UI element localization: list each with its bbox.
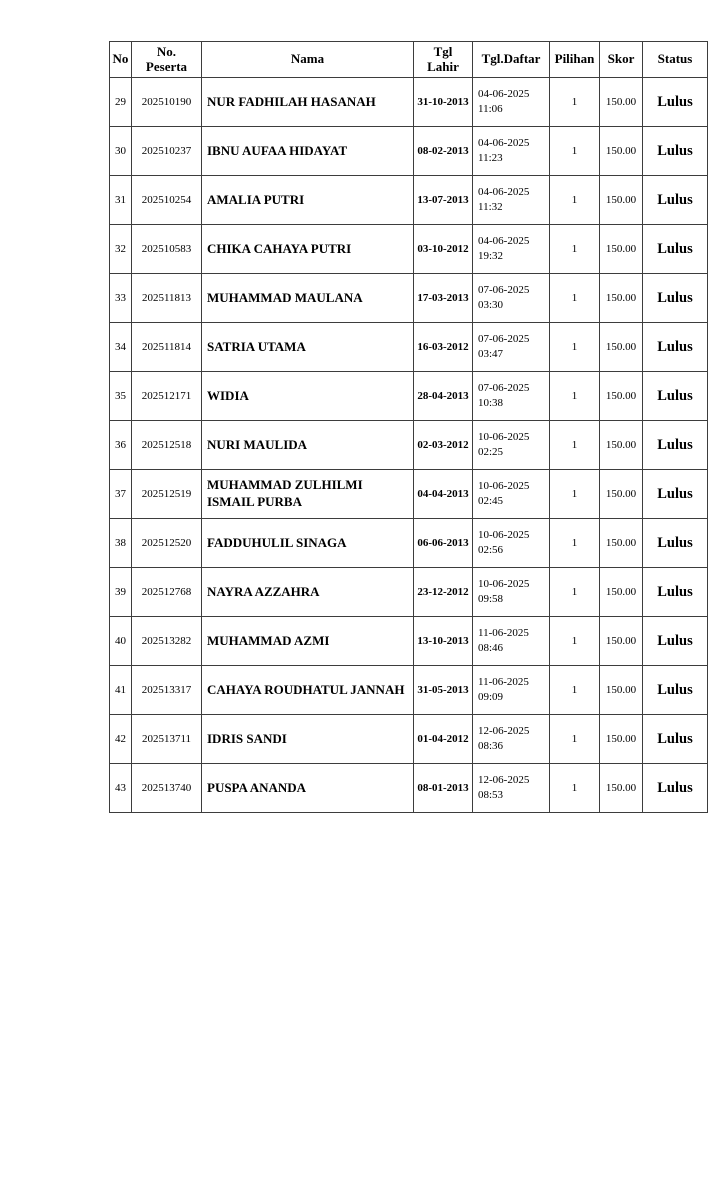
table-row (110, 176, 708, 225)
cell-pilihan: 1 (550, 176, 600, 225)
cell-skor: 150.00 (600, 568, 643, 617)
header-tgl-daftar: Tgl.Daftar (473, 42, 550, 78)
cell-tgl-lahir: 03-10-2012 (414, 225, 473, 274)
cell-pilihan: 1 (550, 715, 600, 764)
cell-tgl-daftar (473, 78, 550, 127)
cell-skor: 150.00 (600, 470, 643, 519)
cell-status: Lulus (643, 323, 708, 372)
cell-tgl-daftar (473, 470, 550, 519)
cell-nama: MUHAMMAD MAULANA (202, 274, 414, 323)
registration-date: 10-06-2025 (478, 480, 530, 493)
cell-no-peserta: 202512520 (132, 519, 202, 568)
cell-no-peserta: 202513282 (132, 617, 202, 666)
cell-nama: CHIKA CAHAYA PUTRI (202, 225, 414, 274)
cell-tgl-lahir: 06-06-2013 (414, 519, 473, 568)
header-skor: Skor (600, 42, 643, 78)
registration-time: 08:46 (478, 642, 504, 654)
cell-no: 43 (110, 764, 132, 813)
registration-time: 02:56 (478, 544, 504, 556)
registration-date: 10-06-2025 (478, 529, 530, 542)
cell-nama: NURI MAULIDA (202, 421, 414, 470)
registration-time: 02:45 (478, 495, 504, 507)
cell-nama: IBNU AUFAA HIDAYAT (202, 127, 414, 176)
cell-pilihan: 1 (550, 127, 600, 176)
cell-status: Lulus (643, 666, 708, 715)
cell-no-peserta: 202511814 (132, 323, 202, 372)
header-pilihan: Pilihan (550, 42, 600, 78)
cell-no-peserta: 202511813 (132, 274, 202, 323)
cell-tgl-lahir: 13-10-2013 (414, 617, 473, 666)
cell-tgl-daftar (473, 372, 550, 421)
cell-status: Lulus (643, 617, 708, 666)
cell-tgl-daftar (473, 519, 550, 568)
cell-no: 33 (110, 274, 132, 323)
header-no-peserta (132, 42, 202, 78)
cell-nama: MUHAMMAD AZMI (202, 617, 414, 666)
cell-no-peserta: 202510190 (132, 78, 202, 127)
cell-tgl-lahir: 23-12-2012 (414, 568, 473, 617)
cell-no: 42 (110, 715, 132, 764)
registration-time: 08:36 (478, 740, 504, 752)
registration-time: 08:53 (478, 789, 504, 801)
cell-status: Lulus (643, 519, 708, 568)
cell-tgl-daftar (473, 666, 550, 715)
cell-nama: CAHAYA ROUDHATUL JANNAH (202, 666, 414, 715)
header-tgl-lahir-line2: Lahir (427, 58, 459, 74)
registration-date: 04-06-2025 (478, 88, 530, 101)
cell-status: Lulus (643, 78, 708, 127)
table-row (110, 372, 708, 421)
cell-pilihan: 1 (550, 372, 600, 421)
cell-tgl-daftar (473, 274, 550, 323)
cell-skor: 150.00 (600, 617, 643, 666)
registration-time: 03:47 (478, 348, 504, 360)
cell-nama: WIDIA (202, 372, 414, 421)
cell-status: Lulus (643, 274, 708, 323)
table-row (110, 323, 708, 372)
cell-skor: 150.00 (600, 225, 643, 274)
registration-date: 12-06-2025 (478, 725, 530, 738)
cell-no-peserta: 202513740 (132, 764, 202, 813)
header-no-peserta-line1: No. (156, 43, 177, 59)
cell-pilihan: 1 (550, 421, 600, 470)
cell-skor: 150.00 (600, 519, 643, 568)
cell-nama: NUR FADHILAH HASANAH (202, 78, 414, 127)
cell-tgl-daftar (473, 617, 550, 666)
cell-no: 29 (110, 78, 132, 127)
cell-tgl-lahir: 01-04-2012 (414, 715, 473, 764)
cell-nama: NAYRA AZZAHRA (202, 568, 414, 617)
header-tgl-lahir (414, 42, 473, 78)
registration-time: 02:25 (478, 446, 504, 458)
cell-tgl-lahir: 16-03-2012 (414, 323, 473, 372)
cell-tgl-lahir: 17-03-2013 (414, 274, 473, 323)
cell-no-peserta: 202510237 (132, 127, 202, 176)
header-no-peserta-line2: Peserta (145, 58, 188, 74)
cell-status: Lulus (643, 225, 708, 274)
cell-nama: AMALIA PUTRI (202, 176, 414, 225)
registration-time: 11:06 (478, 103, 503, 115)
cell-skor: 150.00 (600, 372, 643, 421)
registration-time: 19:32 (478, 250, 504, 262)
cell-no-peserta: 202510254 (132, 176, 202, 225)
cell-tgl-lahir: 08-02-2013 (414, 127, 473, 176)
table-row (110, 225, 708, 274)
cell-no-peserta: 202513317 (132, 666, 202, 715)
registration-date: 10-06-2025 (478, 431, 530, 444)
cell-nama: SATRIA UTAMA (202, 323, 414, 372)
registration-time: 09:09 (478, 691, 504, 703)
table-row (110, 470, 708, 519)
table-row (110, 568, 708, 617)
registration-date: 07-06-2025 (478, 333, 530, 346)
cell-no: 31 (110, 176, 132, 225)
cell-tgl-lahir: 08-01-2013 (414, 764, 473, 813)
registration-date: 04-06-2025 (478, 235, 530, 248)
cell-no-peserta: 202512518 (132, 421, 202, 470)
cell-status: Lulus (643, 764, 708, 813)
table-row (110, 666, 708, 715)
cell-tgl-daftar (473, 225, 550, 274)
results-table (109, 41, 708, 813)
cell-skor: 150.00 (600, 274, 643, 323)
cell-no: 40 (110, 617, 132, 666)
cell-nama: IDRIS SANDI (202, 715, 414, 764)
cell-status: Lulus (643, 470, 708, 519)
cell-pilihan: 1 (550, 78, 600, 127)
cell-status: Lulus (643, 715, 708, 764)
cell-no-peserta: 202512171 (132, 372, 202, 421)
cell-skor: 150.00 (600, 764, 643, 813)
cell-tgl-lahir: 04-04-2013 (414, 470, 473, 519)
cell-pilihan: 1 (550, 764, 600, 813)
cell-no-peserta: 202512768 (132, 568, 202, 617)
registration-date: 04-06-2025 (478, 186, 530, 199)
cell-skor: 150.00 (600, 715, 643, 764)
cell-no: 34 (110, 323, 132, 372)
cell-tgl-daftar (473, 323, 550, 372)
cell-pilihan: 1 (550, 666, 600, 715)
table-row (110, 274, 708, 323)
registration-time: 03:30 (478, 299, 504, 311)
table-row (110, 78, 708, 127)
registration-date: 10-06-2025 (478, 578, 530, 591)
header-status: Status (643, 42, 708, 78)
table-row (110, 764, 708, 813)
cell-no-peserta: 202512519 (132, 470, 202, 519)
cell-skor: 150.00 (600, 323, 643, 372)
table-header-row (110, 42, 708, 78)
cell-pilihan: 1 (550, 617, 600, 666)
cell-tgl-lahir: 02-03-2012 (414, 421, 473, 470)
cell-no: 36 (110, 421, 132, 470)
cell-skor: 150.00 (600, 666, 643, 715)
cell-tgl-daftar (473, 127, 550, 176)
cell-status: Lulus (643, 127, 708, 176)
cell-no: 39 (110, 568, 132, 617)
table-row (110, 421, 708, 470)
cell-pilihan: 1 (550, 568, 600, 617)
registration-date: 11-06-2025 (478, 676, 529, 689)
cell-tgl-daftar (473, 764, 550, 813)
cell-nama: MUHAMMAD ZULHILMI ISMAIL PURBA (202, 470, 414, 519)
cell-no-peserta: 202513711 (132, 715, 202, 764)
cell-tgl-lahir: 13-07-2013 (414, 176, 473, 225)
registration-time: 11:32 (478, 201, 503, 213)
table-row (110, 127, 708, 176)
cell-no-peserta: 202510583 (132, 225, 202, 274)
cell-pilihan: 1 (550, 323, 600, 372)
cell-tgl-daftar (473, 421, 550, 470)
cell-tgl-lahir: 31-10-2013 (414, 78, 473, 127)
registration-date: 04-06-2025 (478, 137, 530, 150)
cell-pilihan: 1 (550, 225, 600, 274)
cell-status: Lulus (643, 568, 708, 617)
cell-skor: 150.00 (600, 78, 643, 127)
cell-no: 37 (110, 470, 132, 519)
cell-tgl-lahir: 28-04-2013 (414, 372, 473, 421)
cell-no: 30 (110, 127, 132, 176)
cell-pilihan: 1 (550, 274, 600, 323)
table-row (110, 715, 708, 764)
registration-time: 10:38 (478, 397, 504, 409)
cell-status: Lulus (643, 372, 708, 421)
registration-date: 11-06-2025 (478, 627, 529, 640)
cell-no: 35 (110, 372, 132, 421)
cell-no: 32 (110, 225, 132, 274)
header-tgl-lahir-line1: Tgl (433, 43, 453, 59)
registration-time: 11:23 (478, 152, 503, 164)
cell-tgl-lahir: 31-05-2013 (414, 666, 473, 715)
cell-tgl-daftar (473, 176, 550, 225)
cell-skor: 150.00 (600, 176, 643, 225)
registration-date: 12-06-2025 (478, 774, 530, 787)
cell-no: 38 (110, 519, 132, 568)
cell-no: 41 (110, 666, 132, 715)
table-row (110, 617, 708, 666)
cell-nama: PUSPA ANANDA (202, 764, 414, 813)
cell-nama: FADDUHULIL SINAGA (202, 519, 414, 568)
header-nama: Nama (202, 42, 414, 78)
cell-skor: 150.00 (600, 127, 643, 176)
cell-pilihan: 1 (550, 519, 600, 568)
header-no: No (110, 42, 132, 78)
cell-status: Lulus (643, 176, 708, 225)
registration-time: 09:58 (478, 593, 504, 605)
cell-tgl-daftar (473, 568, 550, 617)
registration-date: 07-06-2025 (478, 382, 530, 395)
table-row (110, 519, 708, 568)
cell-pilihan: 1 (550, 470, 600, 519)
registration-date: 07-06-2025 (478, 284, 530, 297)
table-body (110, 78, 708, 813)
cell-tgl-daftar (473, 715, 550, 764)
cell-status: Lulus (643, 421, 708, 470)
cell-skor: 150.00 (600, 421, 643, 470)
